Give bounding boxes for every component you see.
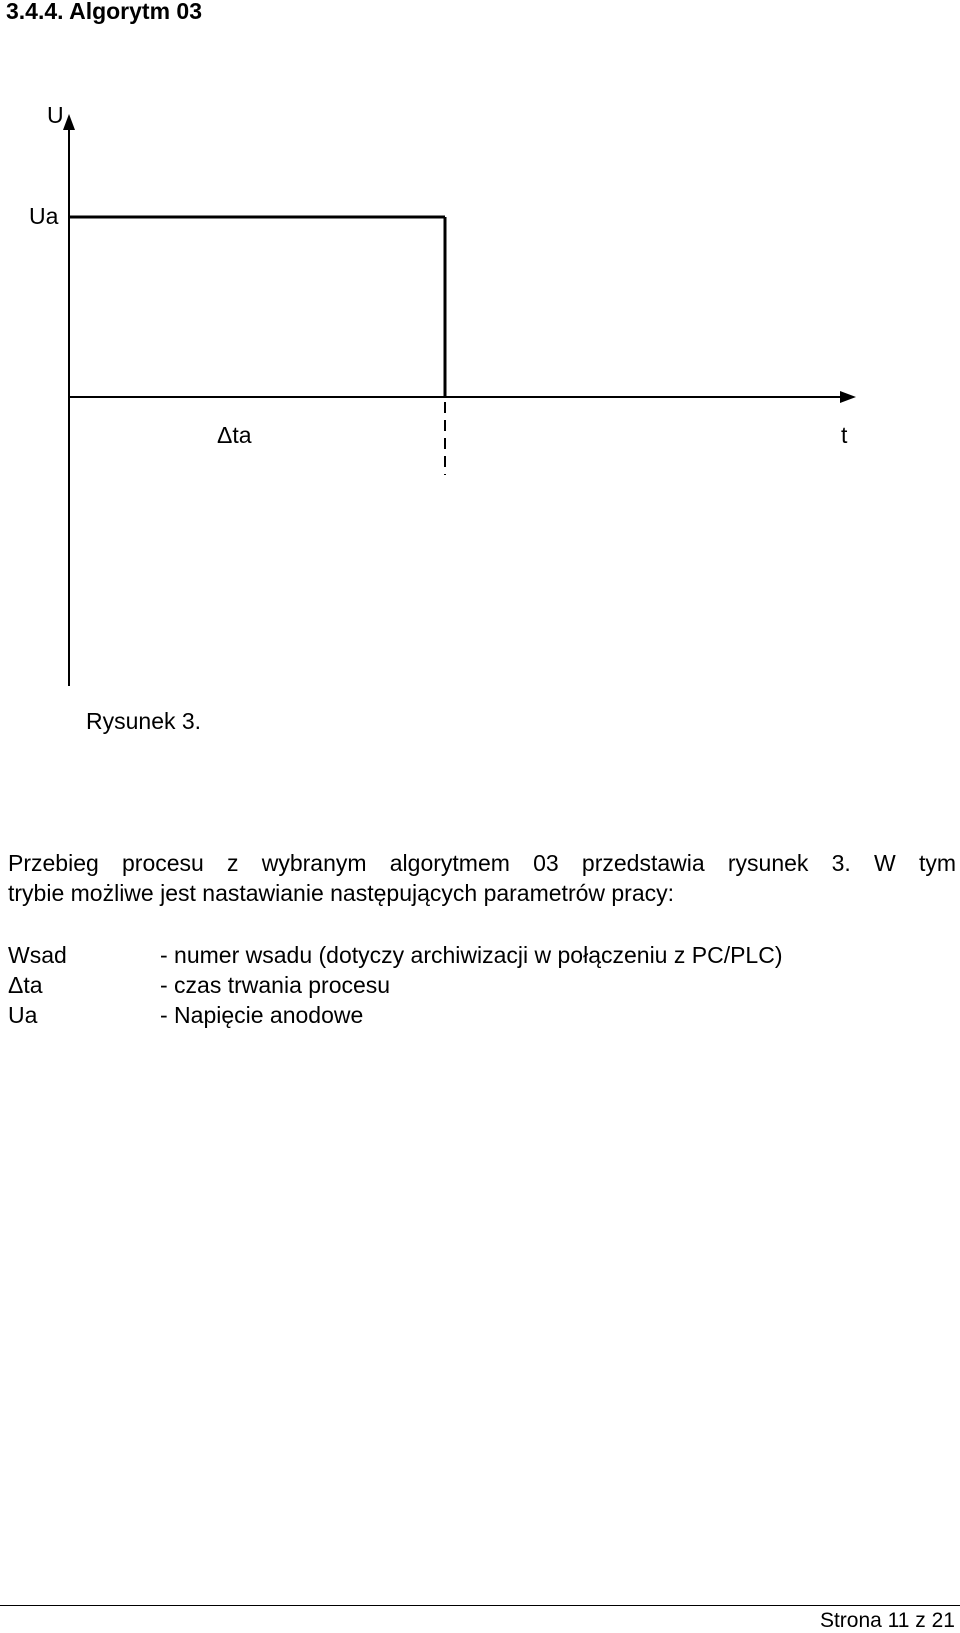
- parameter-description: - czas trwania procesu: [160, 972, 391, 998]
- y-axis-label: U: [47, 102, 64, 128]
- parameter-row: [8, 1000, 783, 1030]
- parameter-list: [8, 940, 783, 1030]
- description-paragraph: [8, 848, 956, 908]
- paragraph-line-2: trybie możliwe jest nastawianie następujących parametrów pracy:: [8, 880, 675, 906]
- footer-divider: [0, 1605, 960, 1606]
- parameter-description: - numer wsadu (dotyczy archiwizacji w połączeniu z PC/PLC): [160, 942, 783, 968]
- parameter-name: Ua: [8, 1002, 38, 1028]
- duration-label: Δta: [217, 422, 252, 448]
- voltage-time-diagram: [0, 0, 960, 720]
- figure-caption: Rysunek 3.: [86, 708, 202, 734]
- parameter-name: Δta: [8, 972, 43, 998]
- parameter-name: Wsad: [8, 942, 67, 968]
- section-heading: 3.4.4. Algorytm 03: [6, 0, 203, 24]
- parameter-description: - Napięcie anodowe: [160, 1002, 364, 1028]
- y-axis-arrow: [63, 114, 75, 130]
- parameter-row: [8, 940, 783, 970]
- page-number: Strona 11 z 21: [819, 1609, 955, 1632]
- x-axis-arrow: [840, 391, 856, 403]
- paragraph-line-1: Przebieg procesu z wybranym algorytmem 03 przedstawia rysunek 3. W tym: [8, 850, 956, 876]
- parameter-row: [8, 970, 783, 1000]
- level-label: Ua: [29, 203, 59, 229]
- x-axis-label: t: [841, 422, 848, 448]
